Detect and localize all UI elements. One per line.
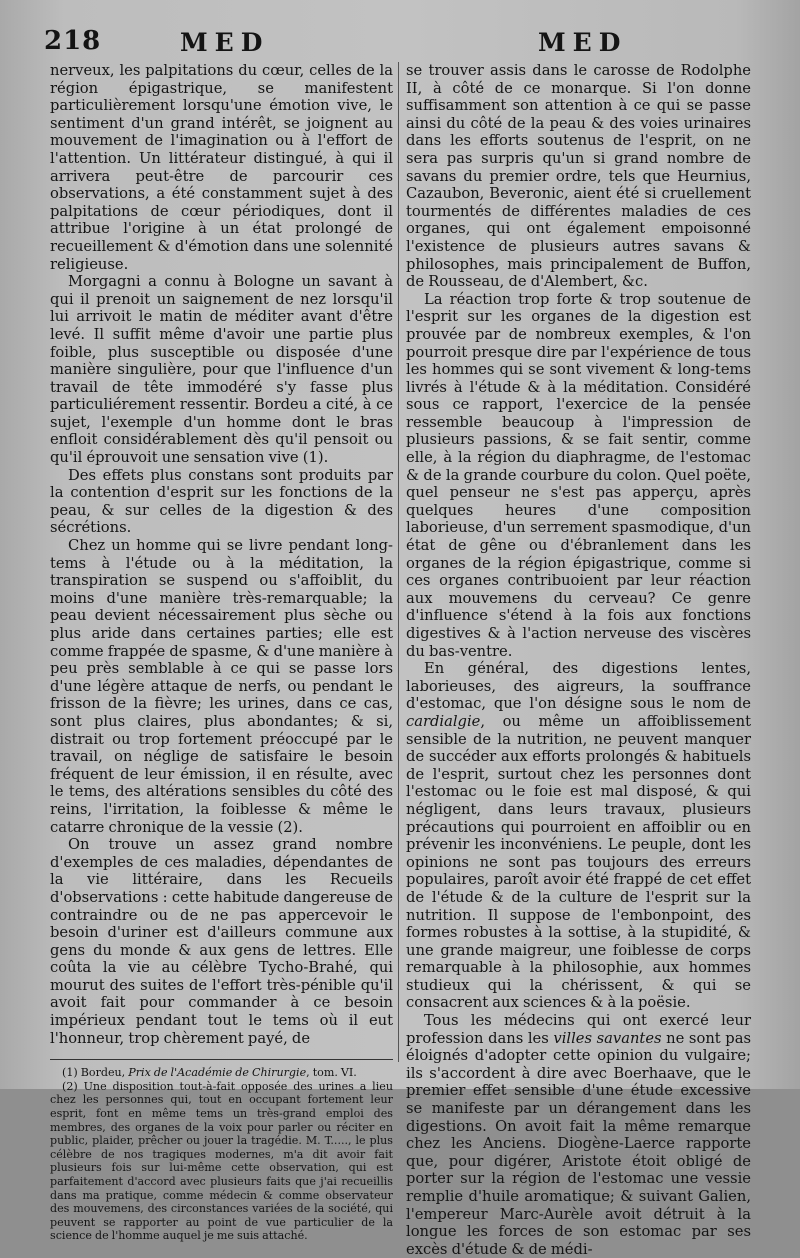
footnote-1-ref: , tom. VI. bbox=[306, 1066, 357, 1080]
paragraph bbox=[406, 660, 751, 1012]
paragraph-text: ne sont pas éloignés d'adopter cette opinion du vulgaire; ils s'accordent à dire avec Boerhaave, que le premier effet sensible d'une étude excessive se manifeste par un dérangement dans les digestions. On avoit fait la même remarque chez les Anciens. Diogène-Laerce rapporte que, pour digérer, Aristote étoit obligé de porter sur la région de l'estomac une vessie remplie d'huile aromatique; & suivant Galien, l'empereur Marc-Aurèle avoit détruit à la longue les forces de son estomac par ses excès d'étude & de médi- bbox=[406, 1029, 751, 1258]
paragraph: nerveux, les palpitations du cœur, celles de la région épigastrique, se manifestent particulièrement lorsqu'une émotion vive, le sentiment d'un grand intérêt, se joignent au mouvement de l'imagination ou à l'effort de l'attention. Un littérateur distingué, à qui il arrivera peut-être de parcourir ces observations, a été constamment sujet à des palpitations de cœur périodiques, dont il attribue l'origine à un état prolongé de recueillement & d'émotion dans une solennité religieuse. bbox=[50, 62, 393, 273]
column-divider bbox=[398, 62, 399, 1062]
footnote-1-title: Prix de l'Académie de Chirurgie bbox=[128, 1066, 307, 1080]
paragraph-text: En général, des digestions lentes, laborieuses, des aigreurs, la souffrance d'estomac, que l'on désigne sous le nom de bbox=[406, 660, 751, 713]
paragraph: La réaction trop forte & trop soutenue de l'esprit sur les organes de la digestion est prouvée par de nombreux exemples, & l'on pourroit presque dire par l'expérience de tous les hommes qui se sont vivement & long-tems livrés à l'étude & à la méditation. Considéré sous ce rapport, l'exercice de la pensée ressemble beaucoup à l'impression de plusieurs passions, & se fait sentir, comme elle, à la région du diaphragme, de l'estomac & de la grande courbure du colon. Quel poëte, quel penseur ne s'est pas apperçu, après quelques heures d'une composition laborieuse, d'un serrement spasmodique, d'un état de gêne ou d'ébranlement dans les organes de la région épigastrique, comme si ces organes contribuoient par leur réaction aux mouvemens du cerveau? Ce genre d'influence s'étend à la fois aux fonctions digestives & à l'action nerveuse des viscères du bas-ventre. bbox=[406, 290, 751, 660]
italic-term: cardialgie bbox=[406, 712, 481, 730]
paragraph: Chez un homme qui se livre pendant long-tems à l'étude ou à la méditation, la transpiration se suspend ou s'affoiblit, du moins d'une manière très-remarquable; la peau devient nécessairement plus sèche ou plus aride dans certaines parties; elle est comme frappée de spasme, & d'une manière à peu près semblable à ce qui se passe lors d'une légère attaque de nerfs, ou pendant le frisson de la fièvre; les urines, dans ce cas, sont plus claires, plus abondantes; & si, distrait ou trop fortement préoccupé par le travail, on néglige de satisfaire le besoin fréquent de leur émission, il en résulte, avec le tems, des altérations sensibles du côté des reins, l'irritation, la foiblesse & même le catarre chronique de la vessie (2). bbox=[50, 537, 393, 836]
paragraph: On trouve un assez grand nombre d'exemples de ces maladies, dépendantes de la vie littéraire, dans les Recueils d'observations : cette habitude dangereuse de contraindre ou de ne pas appercevoir le besoin d'uriner est d'ailleurs commune aux gens du monde & aux gens de lettres. Elle coûta la vie au célèbre Tycho-Brahé, qui mourut des suites de l'effort très-pénible qu'il avoit fait pour commander à ce besoin impérieux pendant tout le tems où il eut l'honneur, trop chèrement payé, de bbox=[50, 836, 393, 1047]
paragraph: se trouver assis dans le carosse de Rodolphe II, à côté de ce monarque. Si l'on donne suffisamment son attention à ce qui se passe ainsi du côté de la peau & des voies urinaires dans les efforts soutenus de l'esprit, on ne sera pas surpris qu'un si grand nombre de savans du premier ordre, tels que Heurnius, Cazaubon, Beveronic, aient été si cruellement tourmentés de différentes maladies de ces organes, qui ont également empoisonné l'existence de plusieurs autres savans & philosophes, mais principalement de Buffon, de Rousseau, de d'Alembert, &c. bbox=[406, 62, 751, 291]
right-column bbox=[406, 62, 751, 1258]
running-head-right: MED bbox=[538, 28, 628, 57]
footnote-rule bbox=[50, 1059, 393, 1060]
paragraph-text: , ou même un affoiblissement sensible de la nutrition, ne peuvent manquer de succéder aux efforts prolongés & habituels de l'esprit, surtout chez les personnes dont l'estomac ou le foie est mal disposé, & qui négligent, dans leurs travaux, plusieurs précautions qui pourroient en affoiblir ou en prévenir les inconvéniens. Le peuple, dont les opinions ne sont pas toujours des erreurs populaires, paroît avoir été frappé de cet effet de l'étude & de la culture de l'esprit sur la nutrition. Il suppose de l'embonpoint, des formes robustes à la sottise, à la stupidité, & une grande maigreur, une foiblesse de corps remarquable à la philosophie, aux hommes studieux qui la chérissent, & qui se consacrent aux sciences & à la poësie. bbox=[406, 712, 751, 1012]
footnote-1-text: (1) Bordeu, bbox=[62, 1066, 129, 1080]
left-column bbox=[50, 62, 393, 1243]
italic-term: villes savantes bbox=[553, 1029, 662, 1047]
paragraph-text: Tous les médecins qui ont exercé leur profession dans les bbox=[406, 1012, 751, 1047]
footnote-1 bbox=[50, 1066, 393, 1080]
paragraph: Des effets plus constans sont produits par la contention d'esprit sur les fonctions de la peau, & sur celles de la digestion & des sécrétions. bbox=[50, 466, 393, 537]
paragraph bbox=[406, 1012, 751, 1258]
footnotes bbox=[50, 1066, 393, 1243]
paragraph: Morgagni a connu à Bologne un savant à qui il prenoit un saignement de nez lorsqu'il lui arrivoit le matin de méditer avant d'être levé. Il suffit même d'avoir une partie plus foible, plus susceptible ou disposée d'une manière singulière, pour que l'influence d'un travail de tête immodéré s'y fasse plus particuliérement ressentir. Bordeu a cité, à ce sujet, l'exemple d'un homme dont le bras enfloit considérablement dès qu'il pensoit ou qu'il éprouvoit une sensation vive (1). bbox=[50, 273, 393, 467]
page-number: 218 bbox=[44, 26, 102, 56]
running-head-left: MED bbox=[180, 28, 270, 57]
page-header bbox=[0, 26, 800, 60]
footnote-2: (2) Une disposition tout-à-fait opposée des urines a lieu chez les personnes qui, tout en occupant fortement leur esprit, font en même tems un très-grand emploi des membres, des organes de la voix pour parler ou réciter en public, plaider, prêcher ou jouer la tragédie. M. T....., le plus célèbre de nos tragiques modernes, m'a dit avoir fait plusieurs fois sur lui-même cette observation, qui est parfaitement d'accord avec plusieurs faits que j'ai recueillis dans ma pratique, comme médecin & comme observateur des mouvemens, des circonstances variées de la société, qui peuvent se rapporter au point de vue particulier de la science de l'homme auquel je me suis attaché. bbox=[50, 1079, 393, 1243]
